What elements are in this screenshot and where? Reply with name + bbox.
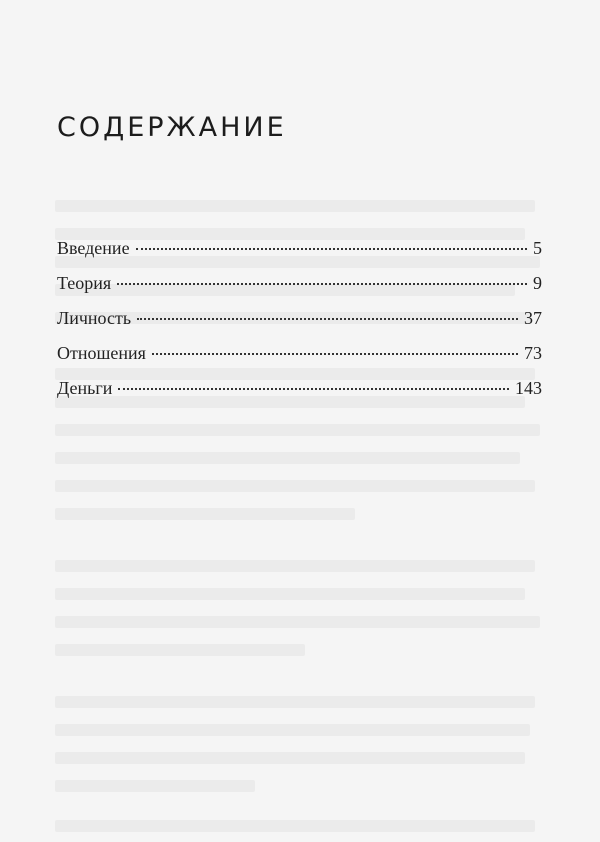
toc-item-label: Деньги [57, 378, 113, 398]
toc-item-relationships[interactable] [57, 343, 542, 378]
show-through-background [55, 60, 555, 840]
toc-item-theory[interactable] [57, 273, 542, 308]
toc-item-intro[interactable] [57, 238, 542, 273]
dot-leader [152, 353, 518, 355]
toc-item-label: Личность [57, 308, 132, 328]
toc-item-page-number: 5 [533, 238, 542, 258]
toc-item-page-number: 37 [524, 308, 542, 328]
toc-item-label: Отношения [57, 343, 146, 363]
dot-leader [117, 283, 527, 285]
toc-item-page-number: 73 [524, 343, 542, 363]
toc-item-label: Введение [57, 238, 130, 258]
table-of-contents [57, 238, 542, 413]
toc-item-personality[interactable] [57, 308, 542, 343]
toc-item-money[interactable] [57, 378, 542, 413]
dot-leader [137, 318, 518, 320]
page-title: СОДЕРЖАНИЕ [57, 112, 287, 143]
toc-item-page-number: 9 [533, 273, 542, 293]
dot-leader [118, 388, 509, 390]
toc-item-label: Теория [57, 273, 112, 293]
toc-item-page-number: 143 [515, 378, 542, 398]
dot-leader [136, 248, 527, 250]
